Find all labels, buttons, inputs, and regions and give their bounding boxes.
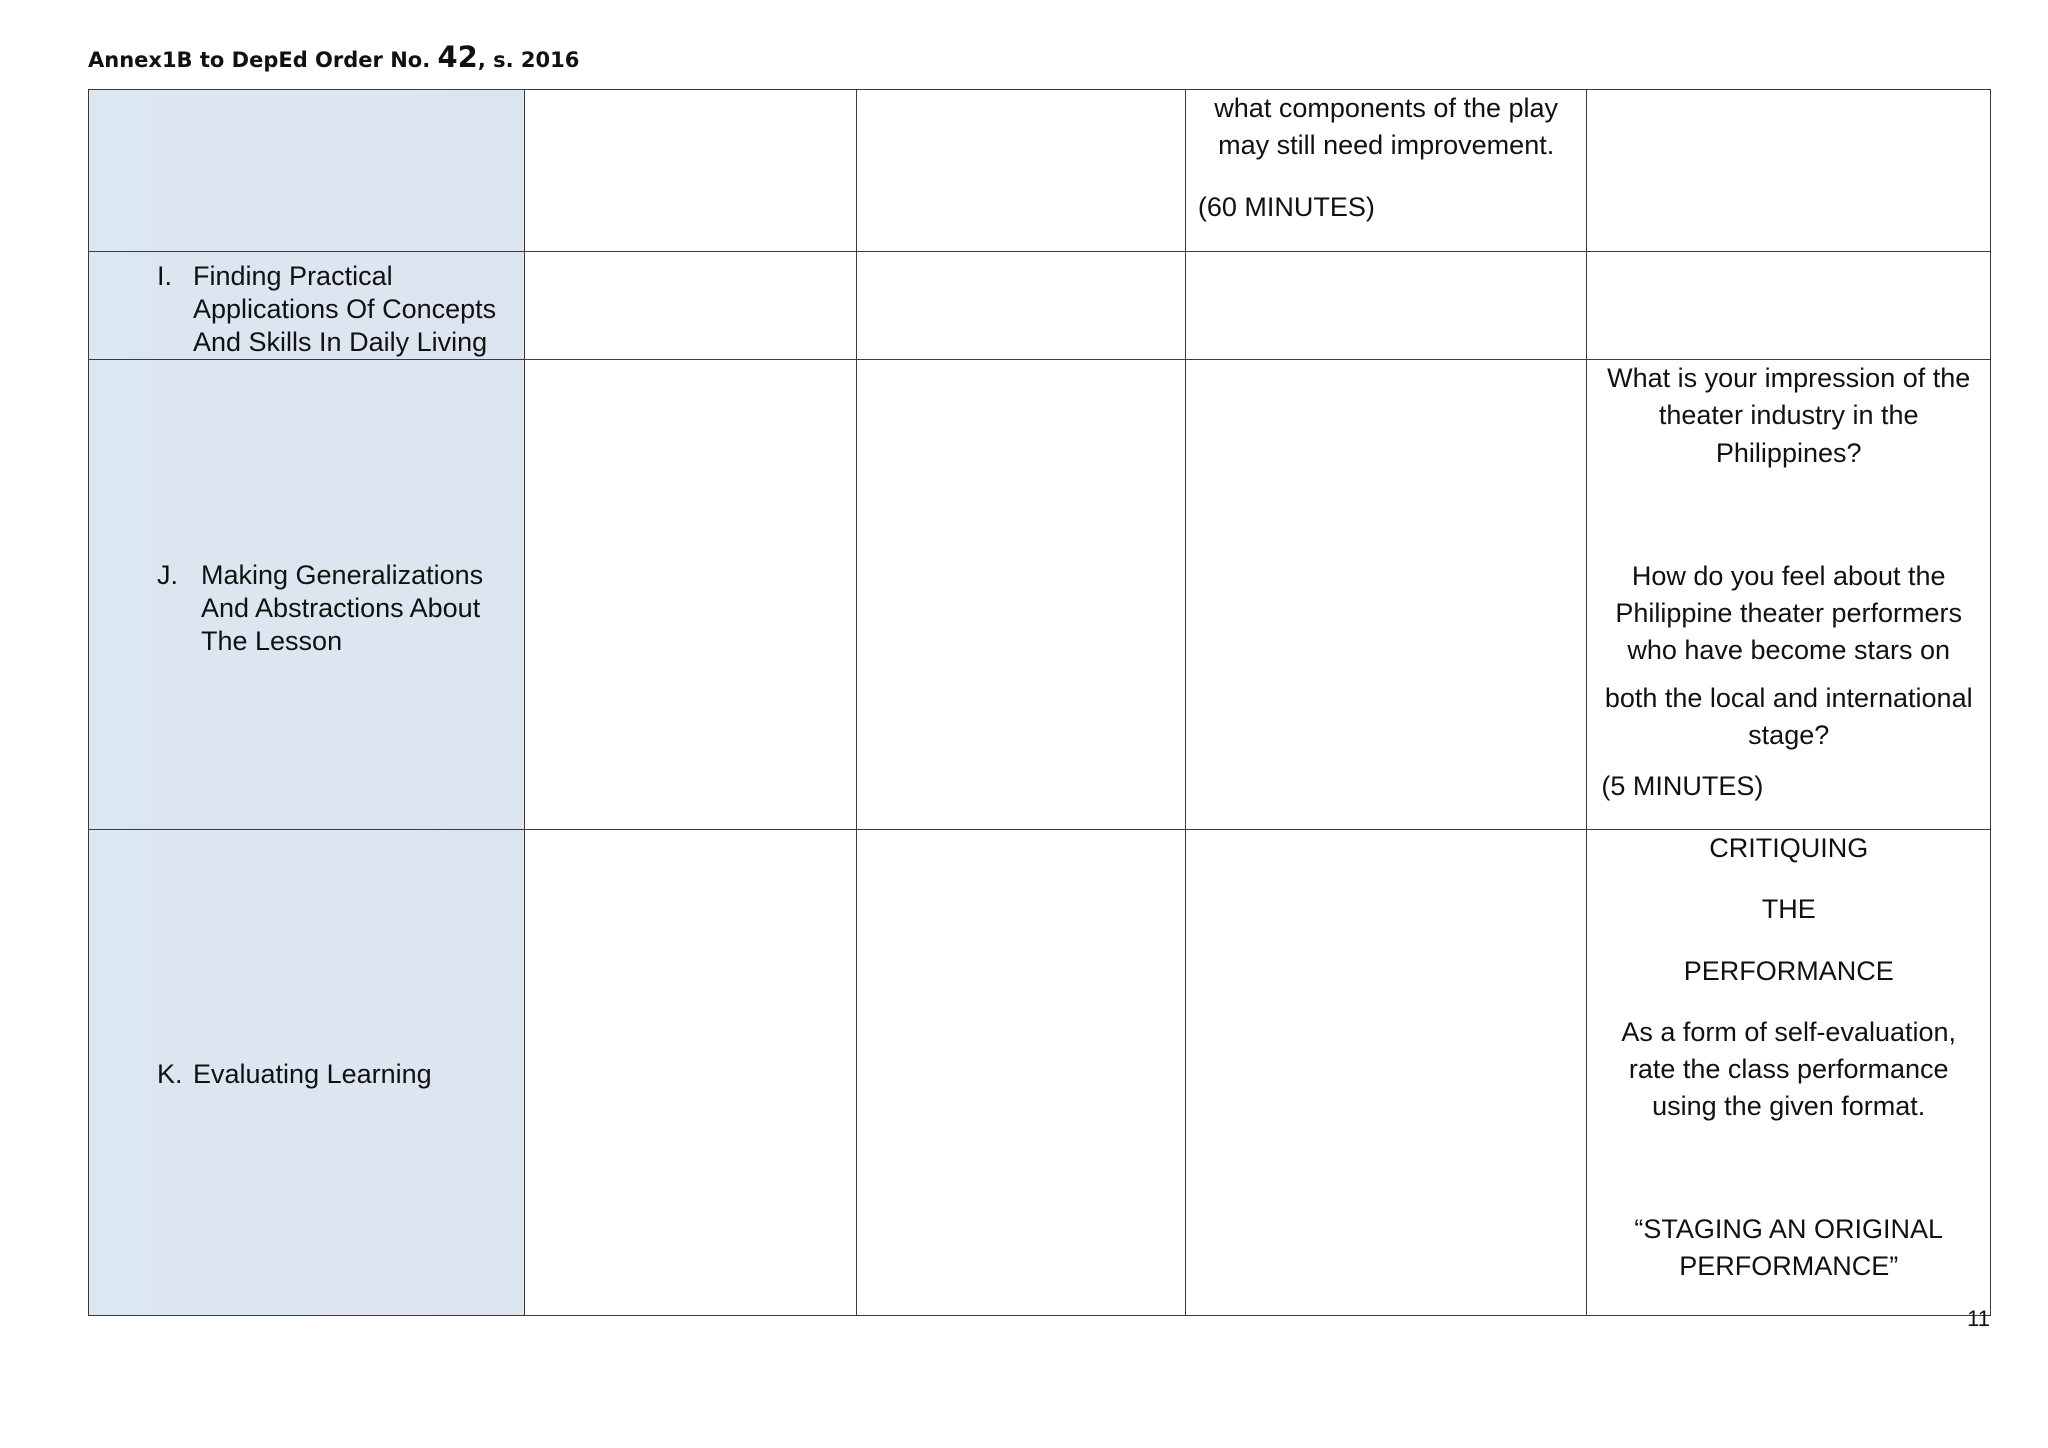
evaluation-heading: CRITIQUING	[1709, 833, 1869, 863]
question-text: stage?	[1748, 719, 1830, 750]
table-cell	[1587, 90, 1991, 252]
table-row	[89, 90, 1991, 252]
table-cell	[856, 360, 1185, 830]
lesson-item-i	[89, 252, 524, 359]
item-marker: I.	[157, 261, 173, 291]
table-cell	[1587, 252, 1991, 360]
activity-text: may still need improvement.	[1218, 130, 1555, 161]
lesson-item-k	[89, 830, 524, 1091]
header-prefix: Annex1B to DepEd Order No.	[88, 48, 438, 72]
activity-cell	[1185, 90, 1587, 252]
label-cell	[89, 90, 525, 252]
question-text: who have become stars on	[1627, 635, 1951, 666]
question-text: How do you feel about the	[1631, 560, 1946, 591]
performance-title: PERFORMANCE”	[1679, 1250, 1899, 1281]
question-text: Philippine theater performers	[1615, 598, 1963, 628]
performance-title: “STAGING AN ORIGINAL	[1634, 1213, 1943, 1244]
table-row	[89, 830, 1991, 1316]
evaluation-text: As a form of self-evaluation,	[1621, 1016, 1957, 1047]
lesson-plan-table	[88, 89, 1991, 1316]
table-row	[89, 360, 1991, 830]
evaluation-text: rate the class performance	[1628, 1054, 1949, 1084]
time-allotment: (5 MINUTES)	[1601, 771, 1764, 801]
table-cell	[856, 252, 1185, 360]
page-number: 11	[1967, 1306, 1990, 1331]
table-cell	[1185, 252, 1587, 360]
table-cell	[524, 830, 856, 1316]
table-cell	[856, 830, 1185, 1316]
item-label: Making Generalizations And Abstractions About The Lesson	[201, 560, 484, 656]
question-text: What is your impression of the	[1607, 363, 1971, 393]
item-marker: K.	[157, 1059, 183, 1089]
evaluation-heading: THE	[1761, 894, 1816, 925]
evaluation-heading: PERFORMANCE	[1683, 955, 1894, 986]
evaluation-cell	[1587, 830, 1991, 1316]
label-cell	[89, 830, 525, 1316]
item-marker: J.	[157, 560, 179, 590]
document-header	[88, 40, 579, 74]
activity-text: what components of the play	[1214, 93, 1559, 123]
item-label: Finding Practical Applications Of Concepts And Skills In Daily Living	[193, 261, 497, 357]
order-number: 42	[437, 40, 478, 74]
label-cell	[89, 252, 525, 360]
question-text: theater industry in the	[1658, 400, 1919, 431]
table-cell	[524, 252, 856, 360]
generalization-cell	[1587, 360, 1991, 830]
lesson-item-j	[89, 360, 524, 658]
label-cell	[89, 360, 525, 830]
item-label: Evaluating Learning	[193, 1059, 432, 1089]
time-allotment: (60 MINUTES)	[1197, 191, 1375, 222]
question-text: both the local and international	[1604, 682, 1973, 713]
table-cell	[856, 90, 1185, 252]
table-cell	[524, 360, 856, 830]
table-cell	[1185, 360, 1587, 830]
evaluation-text: using the given format.	[1652, 1091, 1926, 1122]
question-text: Philippines?	[1715, 437, 1862, 468]
header-suffix: , s. 2016	[477, 48, 580, 72]
table-row	[89, 252, 1991, 360]
table-cell	[524, 90, 856, 252]
table-cell	[1185, 830, 1587, 1316]
